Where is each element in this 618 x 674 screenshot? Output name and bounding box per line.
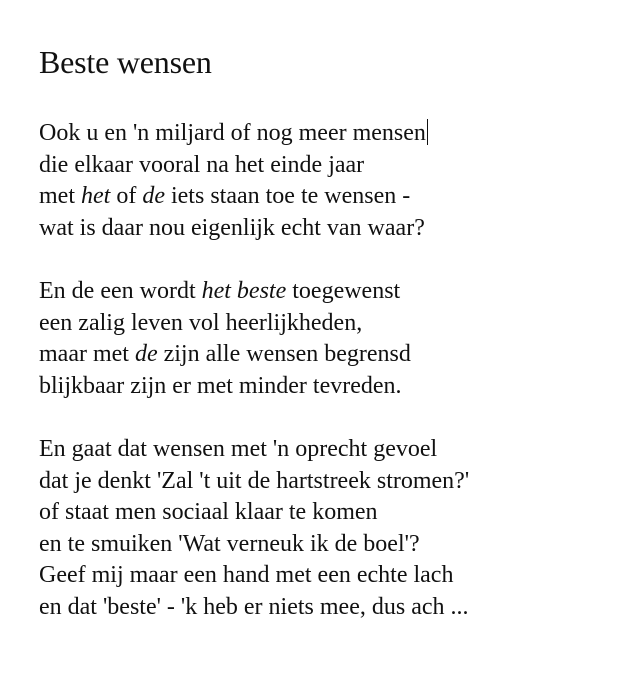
- line-text: Ook u en 'n miljard of nog meer mensen: [39, 120, 426, 146]
- stanza-2: [39, 276, 599, 402]
- poem-title: Beste wensen: [39, 44, 212, 80]
- line-text: dat je denkt 'Zal 't uit de hartstreek stromen?': [39, 467, 470, 494]
- line-text: zijn alle wensen begrensd: [157, 341, 411, 367]
- line-text: met: [39, 183, 81, 209]
- line-text: blijkbaar zijn er met minder tevreden.: [39, 372, 402, 399]
- line-text: En de een wordt: [39, 278, 202, 304]
- italic-text: de: [134, 341, 158, 367]
- poem-line: [39, 560, 599, 592]
- stanza-3: [39, 434, 599, 623]
- poem-line: [39, 118, 599, 150]
- line-text: of: [110, 183, 143, 209]
- poem-line: [39, 339, 599, 371]
- document-page[interactable]: [39, 42, 599, 655]
- line-text: toegewenst: [286, 278, 401, 304]
- poem-line: [39, 497, 599, 529]
- line-text: Geef mij maar een hand met een echte lach: [39, 562, 454, 588]
- poem-line: [39, 213, 599, 245]
- poem-line: [39, 371, 599, 403]
- line-text: iets staan toe te wensen -: [164, 183, 411, 209]
- line-text: wat is daar nou eigenlijk echt van waar?: [39, 214, 425, 241]
- poem-line: [39, 181, 599, 213]
- poem-line: [39, 150, 599, 182]
- poem-line: [39, 529, 599, 561]
- line-text: En gaat dat wensen met 'n oprecht gevoel: [39, 436, 438, 462]
- line-text: maar met: [39, 341, 135, 367]
- line-text: die elkaar vooral na het einde jaar: [39, 151, 365, 178]
- poem-line: [39, 592, 599, 624]
- poem-line: [39, 466, 599, 498]
- poem-line: [39, 308, 599, 340]
- poem-line: [39, 434, 599, 466]
- italic-text: het beste: [201, 278, 287, 304]
- line-text: of staat men sociaal klaar te komen: [39, 499, 378, 525]
- italic-text: het: [81, 183, 111, 209]
- italic-text: de: [142, 183, 165, 209]
- line-text: een zalig leven vol heerlijkheden,: [39, 309, 363, 336]
- poem-line: [39, 276, 599, 308]
- stanza-1: [39, 118, 599, 244]
- text-cursor: [427, 119, 429, 145]
- line-text: en dat 'beste' - 'k heb er niets mee, dus ach ...: [39, 593, 469, 620]
- line-text: en te smuiken 'Wat verneuk ik de boel'?: [39, 530, 420, 557]
- poem-body[interactable]: [39, 118, 599, 623]
